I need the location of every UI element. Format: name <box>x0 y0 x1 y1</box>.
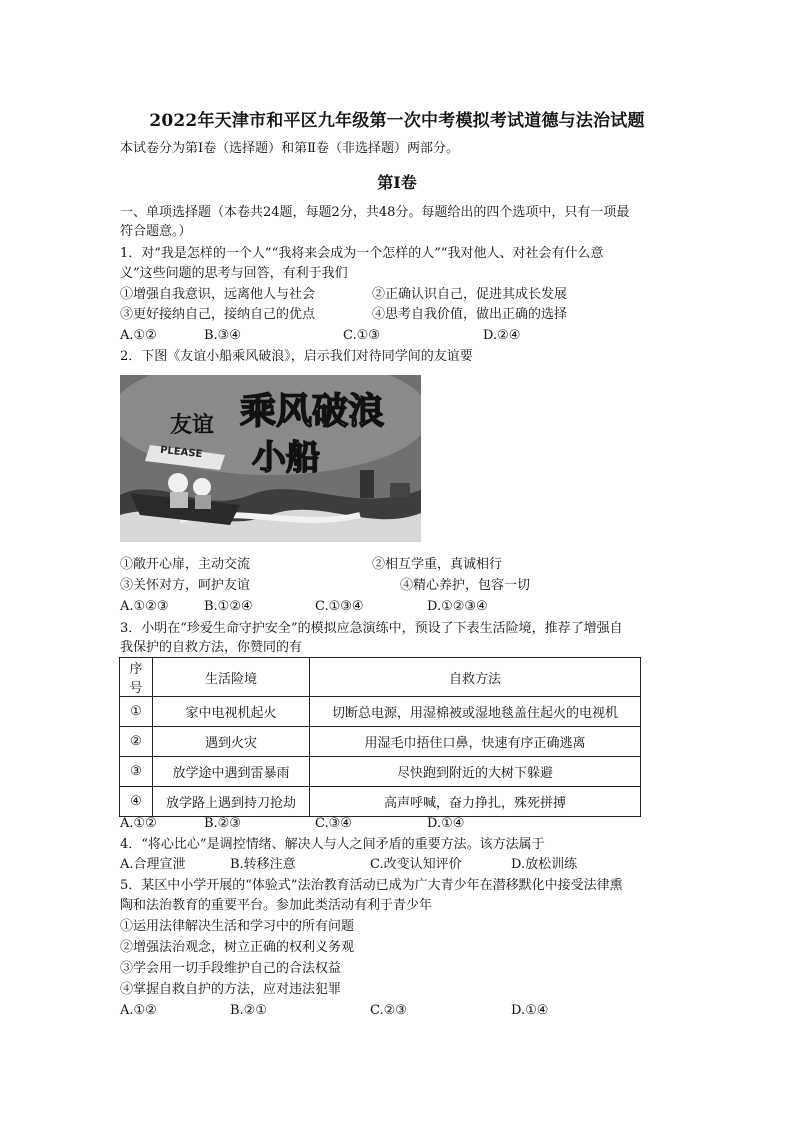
q5-option-b: B.②① <box>230 1003 267 1018</box>
illustration-text-ride-wind: 乘风破浪 <box>240 391 385 432</box>
q2-option-b: B.①②④ <box>204 599 253 614</box>
table-cell: 高声呼喊，奋力挣扎，殊死拼搏 <box>310 787 641 817</box>
q1-option-a: A.①② <box>120 328 157 343</box>
q2-stem: 2．下图《友谊小船乘风破浪》，启示我们对待同学间的友谊要 <box>120 349 473 364</box>
q5-statement-3: ③学会用一切手段维护自己的合法权益 <box>120 961 342 976</box>
q5-option-d: D.①④ <box>511 1003 549 1018</box>
q5-option-c: C.②③ <box>370 1003 407 1018</box>
q2-statement-3: ③关怀对方，呵护友谊 <box>120 578 251 593</box>
friendship-boat-illustration <box>120 375 421 542</box>
table-cell: ④ <box>120 787 153 817</box>
table-cell: 家中电视机起火 <box>153 697 310 727</box>
q5-stem-line-1: 5．某区中小学开展的“体验式”法治教育活动已成为广大青少年在潜移默化中接受法律熏 <box>120 878 623 893</box>
q5-statement-1: ①运用法律解决生活和学习中的所有问题 <box>120 919 355 934</box>
section-instructions-line-1: 一、单项选择题（本卷共24题，每题2分，共48分。每题给出的四个选项中，只有一项最 <box>120 205 630 220</box>
q4-option-a: A.合理宣泄 <box>120 857 186 872</box>
q5-option-a: A.①② <box>120 1003 157 1018</box>
q1-option-c: C.①③ <box>343 328 380 343</box>
volume-heading: 第Ⅰ卷 <box>377 173 417 192</box>
q2-statement-2: ②相互学重，真诚相行 <box>372 557 503 572</box>
q5-statement-4: ④掌握自救自护的方法，应对违法犯罪 <box>120 982 342 997</box>
table-row <box>120 757 641 787</box>
q1-stem-line-1: 1．对“我是怎样的一个人”“我将来会成为一个怎样的人”“我对他人、对社会有什么意 <box>120 246 604 261</box>
q3-option-b: B.②③ <box>204 816 241 831</box>
q2-statement-1: ①敞开心扉，主动交流 <box>120 557 251 572</box>
table-header-method: 自救方法 <box>310 658 641 697</box>
table-header-number: 序号 <box>120 658 153 697</box>
q4-option-d: D.放松训练 <box>511 857 578 872</box>
intro-text: 本试卷分为第Ⅰ卷（选择题）和第Ⅱ卷（非选择题）两部分。 <box>120 141 459 156</box>
illustration-banner-text: PLEASE <box>159 444 203 461</box>
q3-option-a: A.①② <box>120 816 157 831</box>
q5-stem-line-2: 陶和法治教育的重要平台。参加此类活动有利于青少年 <box>120 898 433 913</box>
table-row <box>120 697 641 727</box>
illustration-text-friendship: 友谊 <box>170 413 215 438</box>
table-row <box>120 727 641 757</box>
q1-statement-1: ①增强自我意识，远离他人与社会 <box>120 287 316 302</box>
table-cell: 放学途中遇到雷暴雨 <box>153 757 310 787</box>
table-row <box>120 787 641 817</box>
table-cell: ① <box>120 697 153 727</box>
q4-option-b: B.转移注意 <box>230 857 296 872</box>
q4-option-c: C.改变认知评价 <box>370 857 462 872</box>
table-cell: ② <box>120 727 153 757</box>
q1-option-b: B.③④ <box>204 328 241 343</box>
q1-statement-2: ②正确认识自己，促进其成长发展 <box>372 287 568 302</box>
q1-option-d: D.②④ <box>483 328 521 343</box>
table-cell: ③ <box>120 757 153 787</box>
table-cell: 尽快跑到附近的大树下躲避 <box>310 757 641 787</box>
table-header-row <box>120 658 641 697</box>
table-cell: 用湿毛巾捂住口鼻，快速有序正确逃离 <box>310 727 641 757</box>
table-header-situation: 生活险境 <box>153 658 310 697</box>
q1-statement-3: ③更好接纳自己，接纳自己的优点 <box>120 307 316 322</box>
q2-option-d: D.①②③④ <box>427 599 488 614</box>
q5-statement-2: ②增强法治观念，树立正确的权利义务观 <box>120 940 355 955</box>
q2-option-a: A.①②③ <box>120 599 169 614</box>
q1-stem-line-2: 义”这些问题的思考与回答，有利于我们 <box>120 266 348 281</box>
section-instructions-line-2: 符合题意。） <box>120 224 192 239</box>
q3-option-d: D.①④ <box>427 816 465 831</box>
q2-option-c: C.①③④ <box>315 599 364 614</box>
q2-statement-4: ④精心养护，包容一切 <box>400 578 531 593</box>
table-cell: 遇到火灾 <box>153 727 310 757</box>
self-rescue-table <box>119 657 641 817</box>
q3-stem-line-1: 3．小明在“珍爱生命守护安全”的模拟应急演练中，预设了下表生活险境，推荐了增强自 <box>120 621 623 636</box>
table-cell: 切断总电源，用湿棉被或湿地毯盖住起火的电视机 <box>310 697 641 727</box>
table-cell: 放学路上遇到持刀抢劫 <box>153 787 310 817</box>
q4-stem: 4．“将心比心”是调控情绪、解决人与人之间矛盾的重要方法。该方法属于 <box>120 837 545 852</box>
q1-statement-4: ④思考自我价值，做出正确的选择 <box>372 307 568 322</box>
page-title: 2022年天津市和平区九年级第一次中考模拟考试道德与法治试题 <box>149 111 645 131</box>
q3-option-c: C.③④ <box>315 816 352 831</box>
q3-stem-line-2: 我保护的自救方法，你赞同的有 <box>120 640 303 655</box>
illustration-text-small-boat: 小船 <box>252 438 320 478</box>
